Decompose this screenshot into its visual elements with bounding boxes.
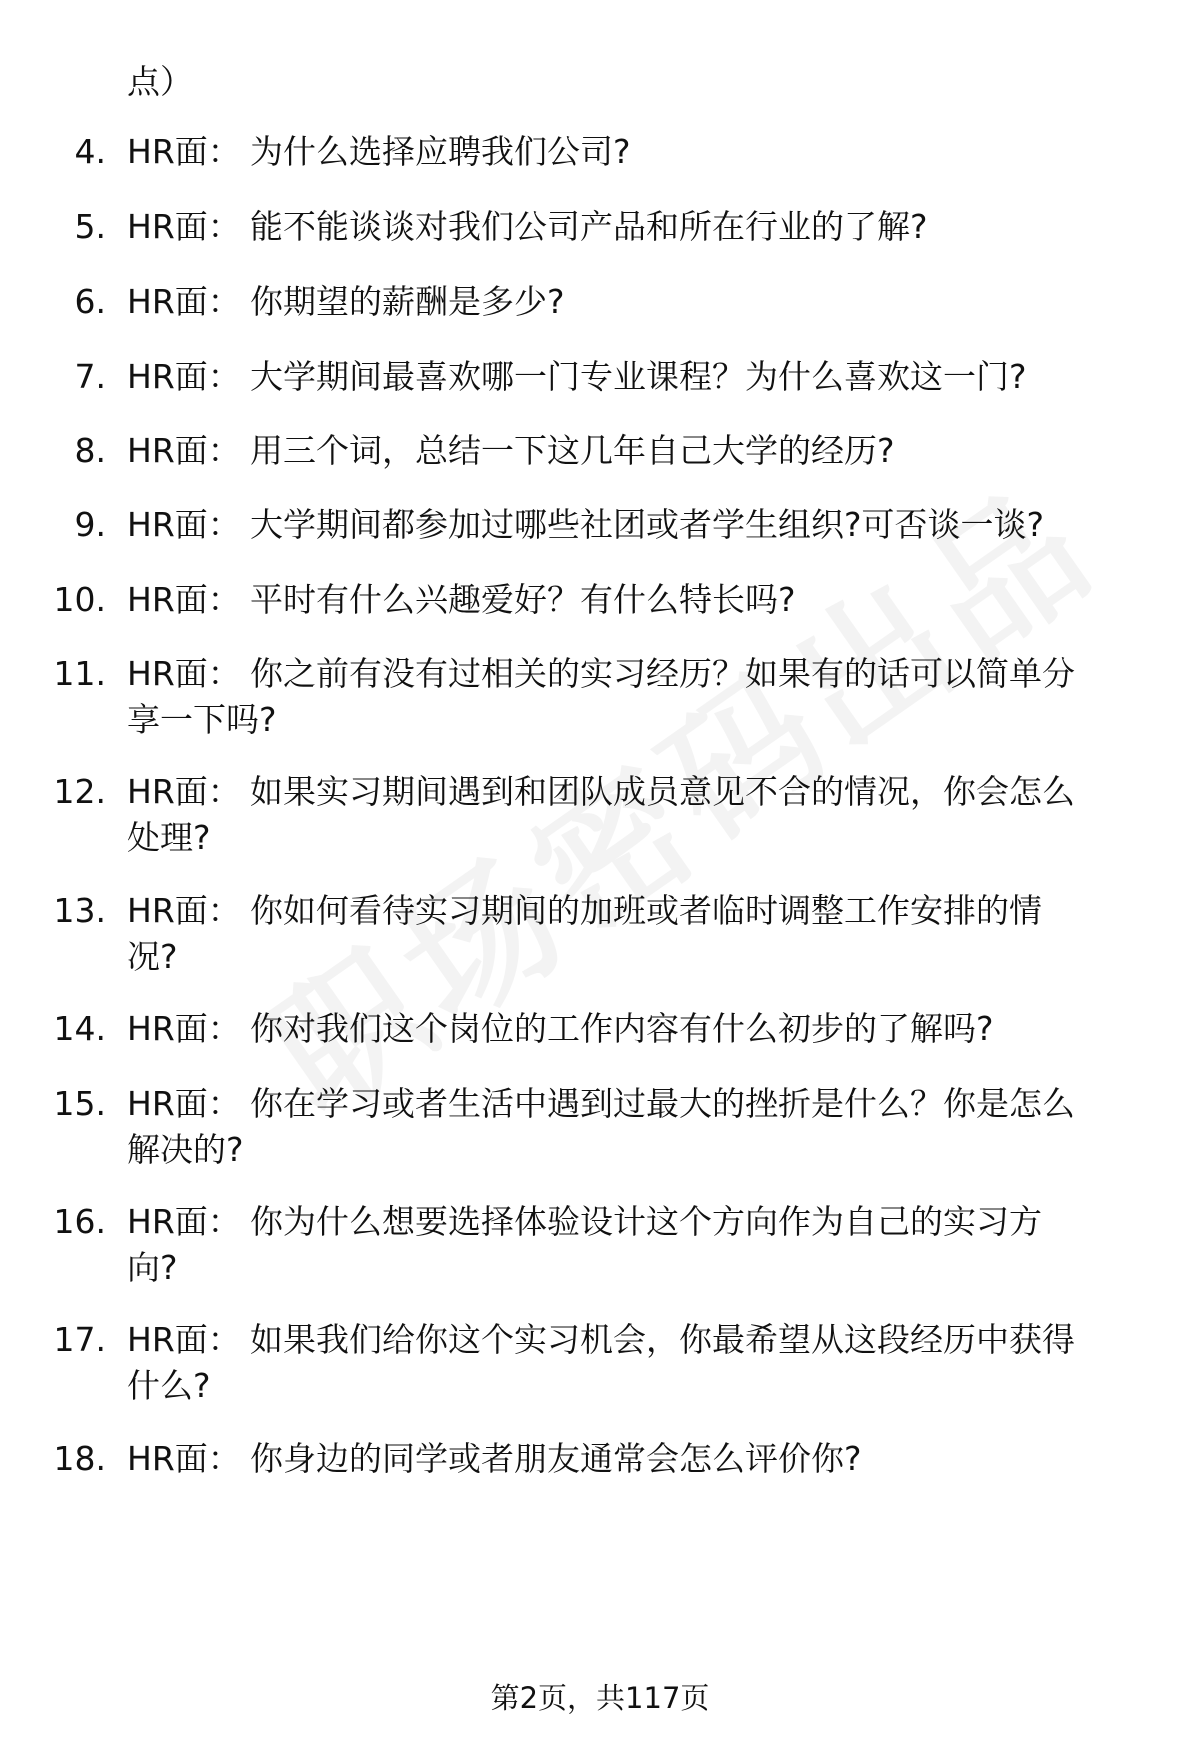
list-item	[0, 768, 1200, 816]
item-text: 用三个词，总结一下这几年自己大学的经历?	[250, 431, 895, 470]
item-number: 6.	[74, 282, 106, 321]
list-item	[0, 353, 1200, 401]
item-text: 能不能谈谈对我们公司产品和所在行业的了解?	[250, 207, 928, 246]
item-prefix: HR面：	[127, 431, 241, 470]
item-number: 18.	[53, 1439, 106, 1478]
item-text-continuation: 享一下吗?	[127, 700, 277, 739]
list-item-continuation	[0, 696, 1200, 744]
item-number: 11.	[53, 654, 106, 693]
list-item	[0, 1316, 1200, 1364]
item-text: 如果实习期间遇到和团队成员意见不合的情况，你会怎么	[250, 772, 1075, 811]
continuation-text: 点）	[127, 62, 193, 101]
list-item	[0, 887, 1200, 935]
item-number: 12.	[53, 772, 106, 811]
list-item	[0, 576, 1200, 624]
list-item	[0, 427, 1200, 475]
item-number: 7.	[74, 357, 106, 396]
list-item	[0, 1435, 1200, 1483]
item-text: 你对我们这个岗位的工作内容有什么初步的了解吗?	[250, 1009, 994, 1048]
item-number: 15.	[53, 1084, 106, 1123]
item-number: 10.	[53, 580, 106, 619]
item-text: 你在学习或者生活中遇到过最大的挫折是什么？你是怎么	[250, 1084, 1075, 1123]
item-prefix: HR面：	[127, 505, 241, 544]
list-item	[0, 501, 1200, 549]
item-text: 你如何看待实习期间的加班或者临时调整工作安排的情	[250, 891, 1042, 930]
list-item	[0, 278, 1200, 326]
item-prefix: HR面：	[127, 772, 241, 811]
item-prefix: HR面：	[127, 357, 241, 396]
item-text-continuation: 解决的?	[127, 1130, 244, 1169]
item-prefix: HR面：	[127, 1202, 241, 1241]
list-item	[0, 650, 1200, 698]
item-number: 9.	[74, 505, 106, 544]
item-text: 你为什么想要选择体验设计这个方向作为自己的实习方	[250, 1202, 1042, 1241]
item-prefix: HR面：	[127, 207, 241, 246]
item-text: 你之前有没有过相关的实习经历？如果有的话可以简单分	[250, 654, 1075, 693]
item-text-continuation: 况?	[127, 937, 178, 976]
item-number: 13.	[53, 891, 106, 930]
list-item	[0, 128, 1200, 176]
item-number: 8.	[74, 431, 106, 470]
item-number: 5.	[74, 207, 106, 246]
list-item-continuation	[0, 1126, 1200, 1174]
item-text-continuation: 什么?	[127, 1366, 211, 1405]
item-number: 4.	[74, 132, 106, 171]
item-text: 你身边的同学或者朋友通常会怎么评价你?	[250, 1439, 862, 1478]
item-text: 平时有什么兴趣爱好？有什么特长吗?	[250, 580, 796, 619]
item-number: 14.	[53, 1009, 106, 1048]
item-prefix: HR面：	[127, 1084, 241, 1123]
list-item-continuation	[0, 1244, 1200, 1292]
item-text: 你期望的薪酬是多少?	[250, 282, 565, 321]
item-prefix: HR面：	[127, 282, 241, 321]
page-footer: 第2页，共117页	[490, 1681, 710, 1715]
item-prefix: HR面：	[127, 1320, 241, 1359]
list-item-continuation	[0, 814, 1200, 862]
list-item	[0, 203, 1200, 251]
item-number: 16.	[53, 1202, 106, 1241]
list-item	[0, 1005, 1200, 1053]
continuation-line	[0, 58, 1200, 106]
item-text-continuation: 向?	[127, 1248, 178, 1287]
item-text: 大学期间都参加过哪些社团或者学生组织?可否谈一谈?	[250, 505, 1045, 544]
item-prefix: HR面：	[127, 1439, 241, 1478]
list-item	[0, 1198, 1200, 1246]
item-text: 为什么选择应聘我们公司?	[250, 132, 631, 171]
item-prefix: HR面：	[127, 132, 241, 171]
item-prefix: HR面：	[127, 654, 241, 693]
item-number: 17.	[53, 1320, 106, 1359]
item-text: 大学期间最喜欢哪一门专业课程？为什么喜欢这一门?	[250, 357, 1027, 396]
item-prefix: HR面：	[127, 891, 241, 930]
list-item-continuation	[0, 1362, 1200, 1410]
list-item-continuation	[0, 933, 1200, 981]
list-item	[0, 1080, 1200, 1128]
item-prefix: HR面：	[127, 1009, 241, 1048]
item-text-continuation: 处理?	[127, 818, 211, 857]
item-text: 如果我们给你这个实习机会，你最希望从这段经历中获得	[250, 1320, 1075, 1359]
item-prefix: HR面：	[127, 580, 241, 619]
